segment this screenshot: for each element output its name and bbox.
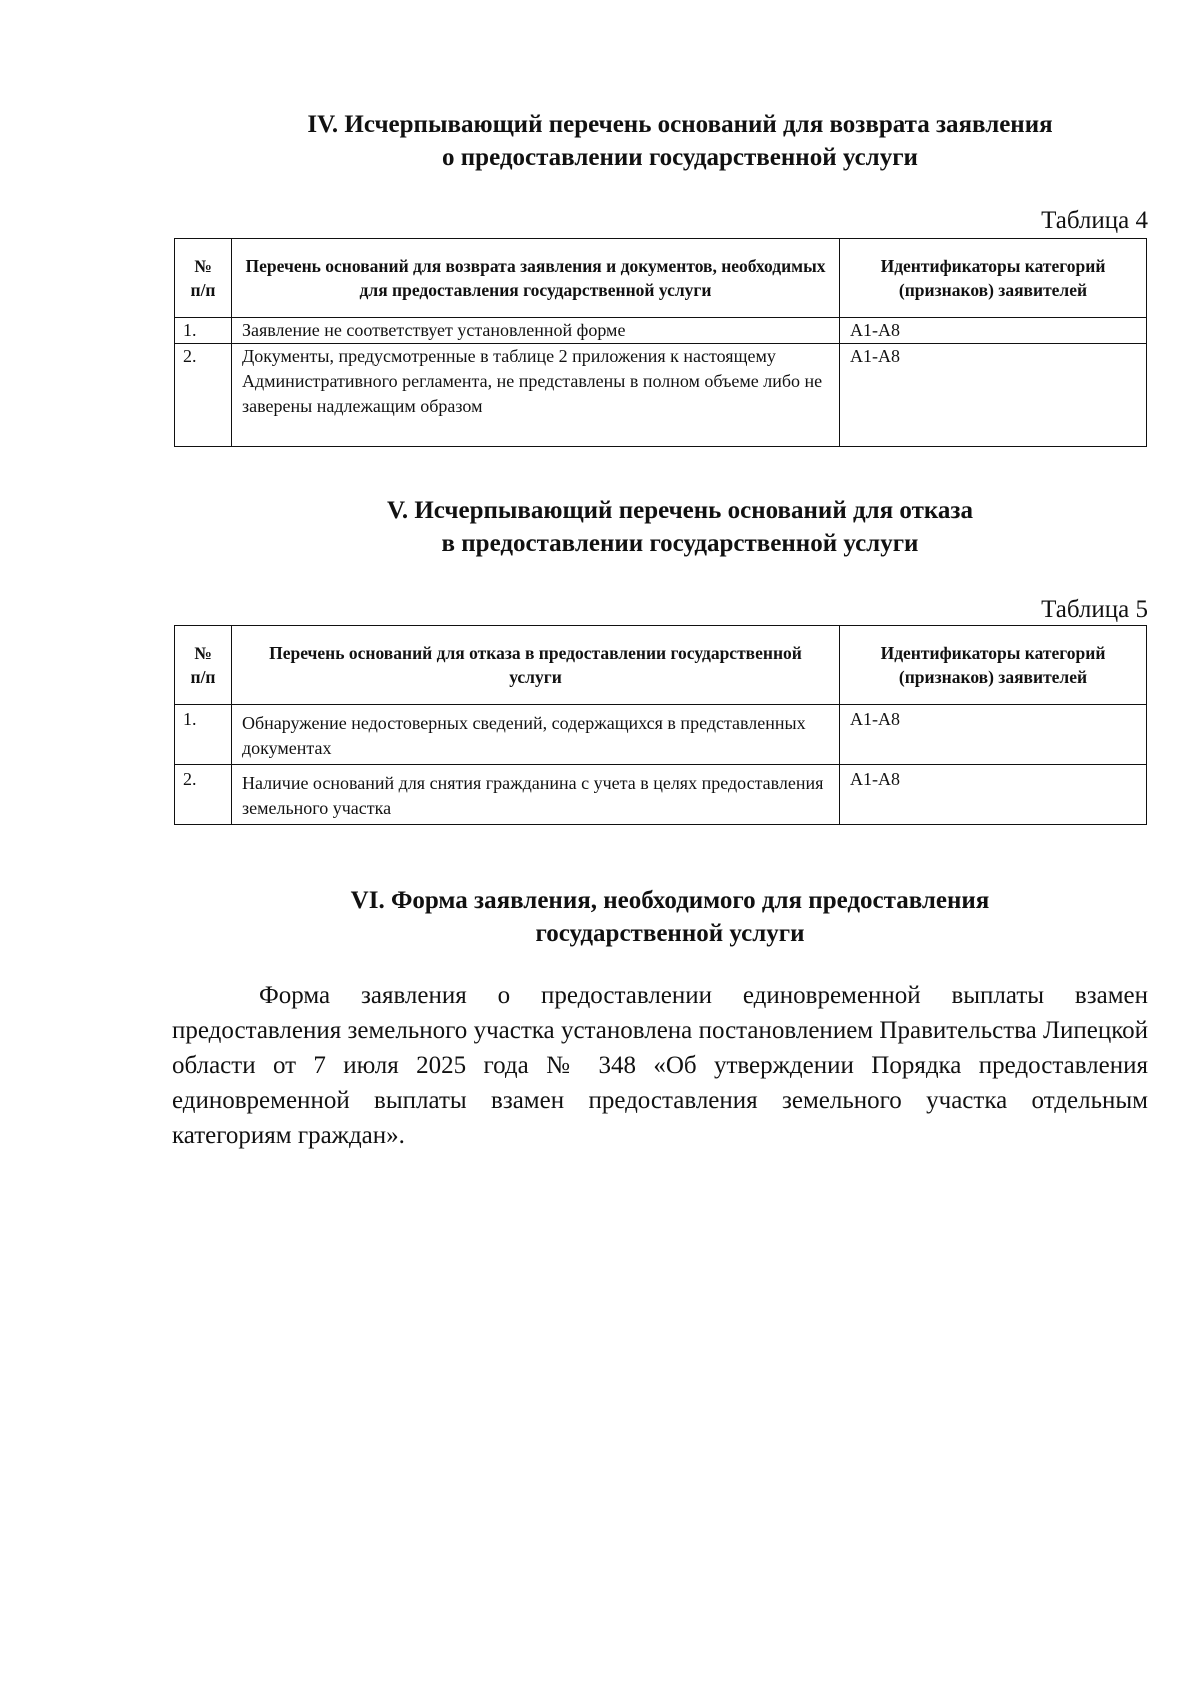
table-header-row xyxy=(175,239,1147,318)
row-identifier: А1-А8 xyxy=(840,344,1147,447)
section-4-title xyxy=(110,108,1200,174)
row-reason: Обнаружение недостоверных сведений, содержащихся в представленных документах xyxy=(232,705,840,765)
header-identifiers: Идентификаторы категорий (признаков) заявителей xyxy=(840,239,1147,318)
table-row xyxy=(175,344,1147,447)
section-5-title-line1: V. Исчерпывающий перечень оснований для отказа xyxy=(387,497,973,524)
row-identifier: А1-А8 xyxy=(840,705,1147,765)
row-reason: Заявление не соответствует установленной форме xyxy=(232,318,840,344)
section-4-title-line2: о предоставлении государственной услуги xyxy=(442,144,918,171)
section-6-title-line1: VI. Форма заявления, необходимого для предоставления xyxy=(350,887,990,914)
header-identifiers: Идентификаторы категорий (признаков) заявителей xyxy=(840,626,1147,705)
row-num: 2. xyxy=(175,765,232,825)
row-num: 2. xyxy=(175,344,232,447)
section-5-title-line2: в предоставлении государственной услуги xyxy=(441,530,919,557)
row-reason: Документы, предусмотренные в таблице 2 приложения к настоящему Административного регламента, не представлены в полном объеме либо не заверены надлежащим образом xyxy=(232,344,840,447)
table-row xyxy=(175,318,1147,344)
section-5-title xyxy=(110,494,1200,560)
table-row xyxy=(175,705,1147,765)
row-reason: Наличие оснований для снятия гражданина с учета в целях предоставления земельного участка xyxy=(232,765,840,825)
table-4-caption: Таблица 4 xyxy=(1041,207,1148,234)
header-num: № п/п xyxy=(175,626,232,705)
table-5-caption: Таблица 5 xyxy=(1041,596,1148,623)
form-description-paragraph: Форма заявления о предоставлении единовременной выплаты взамен предоставления земельного участка установлена постановлением Правительства Липецкой области от 7 июля 2025 года № 348 «Об утверждении Порядка предоставления единовременной выплаты взамен предоставления земельного участка отдельным категориям граждан». xyxy=(172,982,1148,1149)
table-4 xyxy=(174,238,1147,447)
table-row xyxy=(175,765,1147,825)
row-num: 1. xyxy=(175,318,232,344)
row-identifier: А1-А8 xyxy=(840,318,1147,344)
table-5 xyxy=(174,625,1147,825)
header-num: № п/п xyxy=(175,239,232,318)
row-identifier: А1-А8 xyxy=(840,765,1147,825)
section-6-title-line2: государственной услуги xyxy=(535,920,805,947)
section-6-title xyxy=(100,884,1200,950)
section-4-title-line1: IV. Исчерпывающий перечень оснований для возврата заявления xyxy=(307,111,1053,138)
header-reasons: Перечень оснований для возврата заявления и документов, необходимых для предоставления государственной услуги xyxy=(232,239,840,318)
header-reasons: Перечень оснований для отказа в предоставлении государственной услуги xyxy=(232,626,840,705)
table-header-row xyxy=(175,626,1147,705)
row-num: 1. xyxy=(175,705,232,765)
